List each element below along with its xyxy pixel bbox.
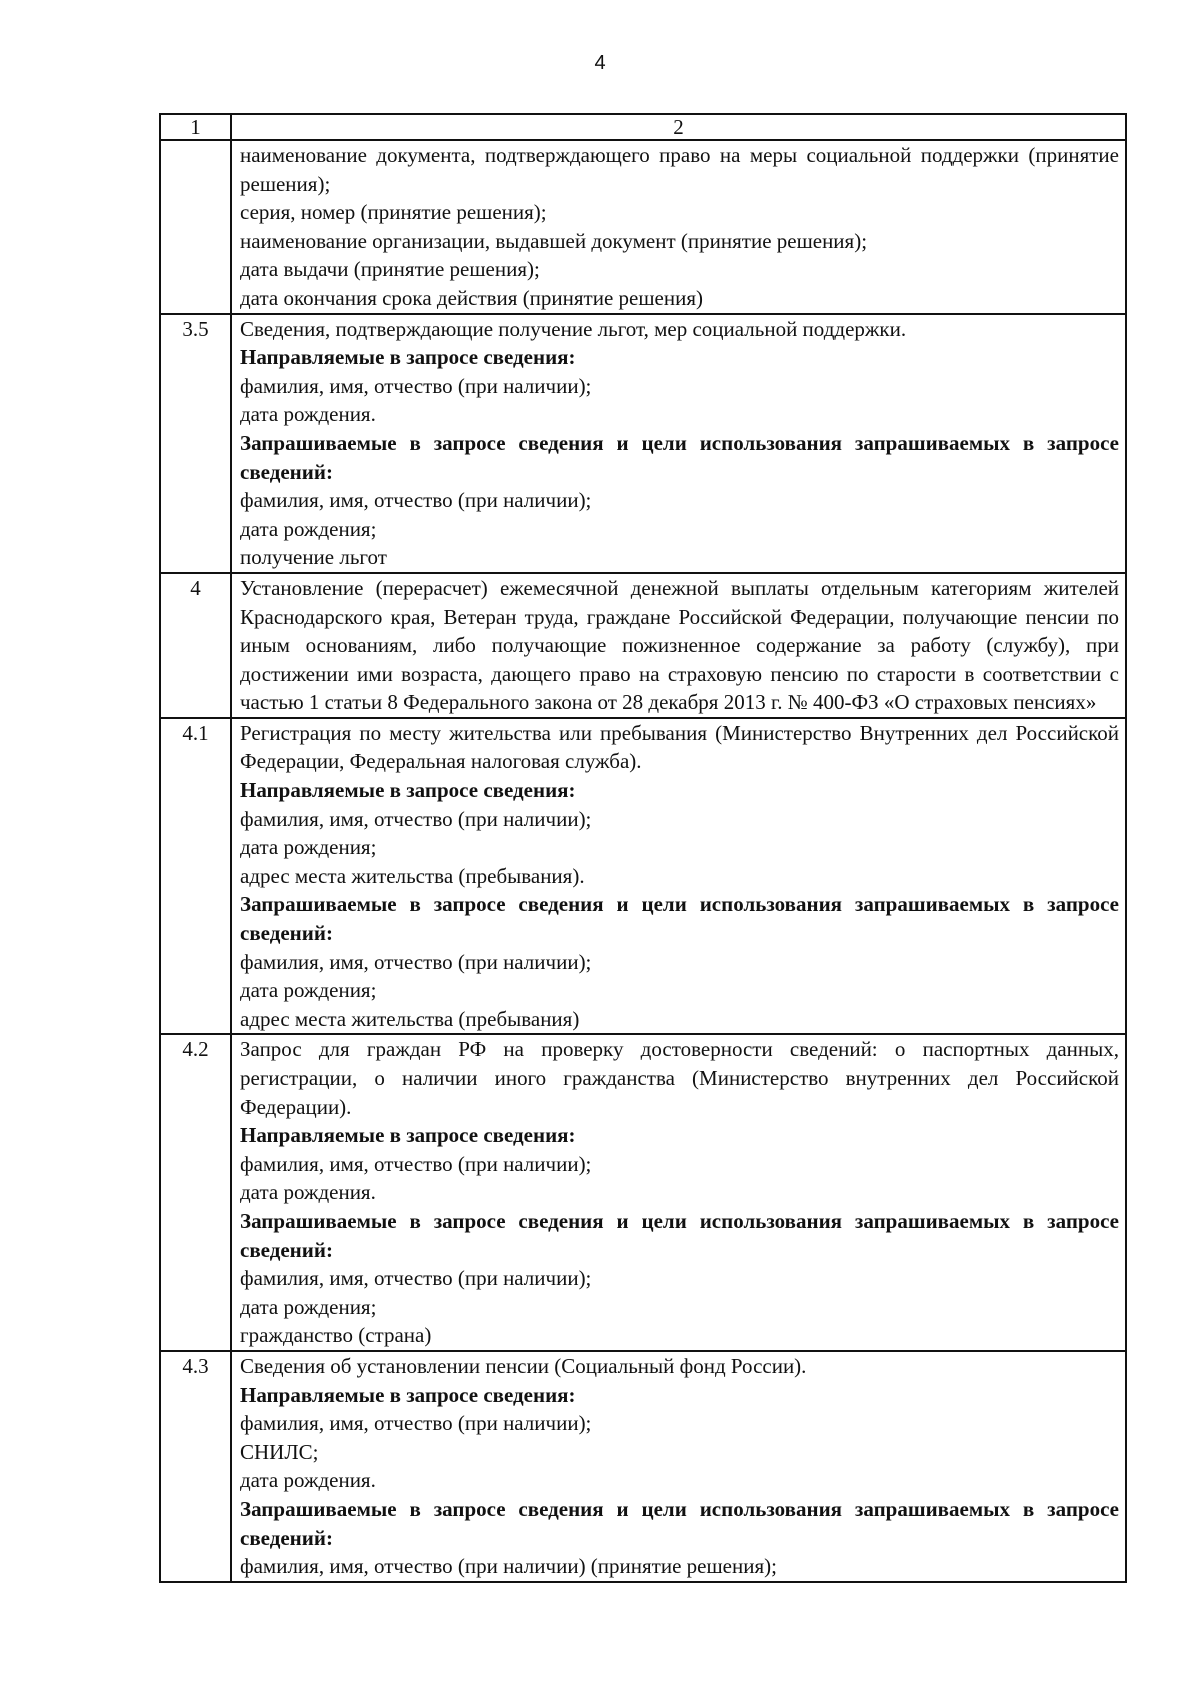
row-number: 4.1 xyxy=(160,718,231,1035)
table-row xyxy=(160,718,1126,1035)
header-col-2: 2 xyxy=(231,114,1126,140)
content-line: фамилия, имя, отчество (при наличии); xyxy=(240,1411,592,1436)
content-line: Установление (перерасчет) ежемесячной денежной выплаты отдельным категориям жителей Краснодарского края, Ветеран труда, граждане Российской Федерации, получающие пенсии по иным основаниям, либо получающие пожизненное содержание за работу (службу), при достижении ими возраста, дающего право на страховую пенсию по старости в соответствии с частью 1 статьи 8 Федерального закона от 28 декабря 2013 г. № 400-ФЗ «О страховых пенсиях» xyxy=(240,575,1119,715)
row-number: 4.2 xyxy=(160,1034,231,1351)
requirements-table xyxy=(159,113,1127,1583)
row-number: 4.3 xyxy=(160,1351,231,1582)
content-line: адрес места жительства (пребывания) xyxy=(240,1006,580,1031)
table-row xyxy=(160,1351,1126,1582)
content-line: фамилия, имя, отчество (при наличии); xyxy=(240,806,592,831)
row-content xyxy=(231,140,1126,314)
row-number: 3.5 xyxy=(160,314,231,573)
content-line: фамилия, имя, отчество (при наличии); xyxy=(240,1266,592,1291)
table-body xyxy=(160,114,1126,1582)
content-line: наименование документа, подтверждающего право на меры социальной поддержки (принятие решения); xyxy=(240,143,1119,196)
section-heading: Направляемые в запросе сведения: xyxy=(240,1382,576,1407)
content-line: адрес места жительства (пребывания). xyxy=(240,863,585,888)
section-heading: Направляемые в запросе сведения: xyxy=(240,345,576,370)
section-heading: Запрашиваемые в запросе сведения и цели использования запрашиваемых в запросе сведений: xyxy=(240,1496,1119,1550)
content-line: дата рождения. xyxy=(240,1468,376,1493)
content-line: Сведения, подтверждающие получение льгот, мер социальной поддержки. xyxy=(240,316,907,341)
content-line: дата окончания срока действия (принятие решения) xyxy=(240,285,703,310)
section-heading: Направляемые в запросе сведения: xyxy=(240,778,576,803)
table-row xyxy=(160,314,1126,573)
content-line: дата рождения; xyxy=(240,978,377,1003)
table-header-row xyxy=(160,114,1126,140)
content-line: фамилия, имя, отчество (при наличии); xyxy=(240,488,592,513)
content-line: Запрос для граждан РФ на проверку достоверности сведений: о паспортных данных, регистрации, о наличии иного гражданства (Министерство внутренних дел Российской Федерации). xyxy=(240,1037,1119,1119)
content-line: фамилия, имя, отчество (при наличии); xyxy=(240,1151,592,1176)
row-number: 4 xyxy=(160,573,231,718)
content-line: дата рождения; xyxy=(240,1294,377,1319)
content-line: фамилия, имя, отчество (при наличии); xyxy=(240,373,592,398)
content-line: Сведения об установлении пенсии (Социальный фонд России). xyxy=(240,1353,807,1378)
content-line: наименование организации, выдавшей документ (принятие решения); xyxy=(240,228,868,253)
row-number xyxy=(160,140,231,314)
row-content xyxy=(231,1034,1126,1351)
content-line: серия, номер (принятие решения); xyxy=(240,200,547,225)
row-content xyxy=(231,1351,1126,1582)
content-line: фамилия, имя, отчество (при наличии); xyxy=(240,949,592,974)
table-row xyxy=(160,573,1126,718)
header-col-1: 1 xyxy=(160,114,231,140)
content-line: гражданство (страна) xyxy=(240,1323,432,1348)
content-line: дата рождения; xyxy=(240,516,377,541)
page-number: 4 xyxy=(594,52,606,74)
row-content xyxy=(231,573,1126,718)
content-line: получение льгот xyxy=(240,545,387,570)
section-heading: Запрашиваемые в запросе сведения и цели использования запрашиваемых в запросе сведений: xyxy=(240,892,1119,946)
content-line: дата рождения; xyxy=(240,835,377,860)
content-line: Регистрация по месту жительства или пребывания (Министерство Внутренних дел Российской Федерации, Федеральная налоговая служба). xyxy=(240,720,1119,774)
section-heading: Запрашиваемые в запросе сведения и цели использования запрашиваемых в запросе сведений: xyxy=(240,430,1119,484)
content-line: СНИЛС; xyxy=(240,1439,319,1464)
row-content xyxy=(231,718,1126,1035)
section-heading: Запрашиваемые в запросе сведения и цели использования запрашиваемых в запросе сведений: xyxy=(240,1208,1119,1262)
row-content xyxy=(231,314,1126,573)
content-line: дата рождения. xyxy=(240,402,376,427)
table-row xyxy=(160,1034,1126,1351)
content-line: фамилия, имя, отчество (при наличии) (принятие решения); xyxy=(240,1554,777,1579)
content-line: дата рождения. xyxy=(240,1180,376,1205)
table-row xyxy=(160,140,1126,314)
content-line: дата выдачи (принятие решения); xyxy=(240,257,540,282)
section-heading: Направляемые в запросе сведения: xyxy=(240,1123,576,1148)
